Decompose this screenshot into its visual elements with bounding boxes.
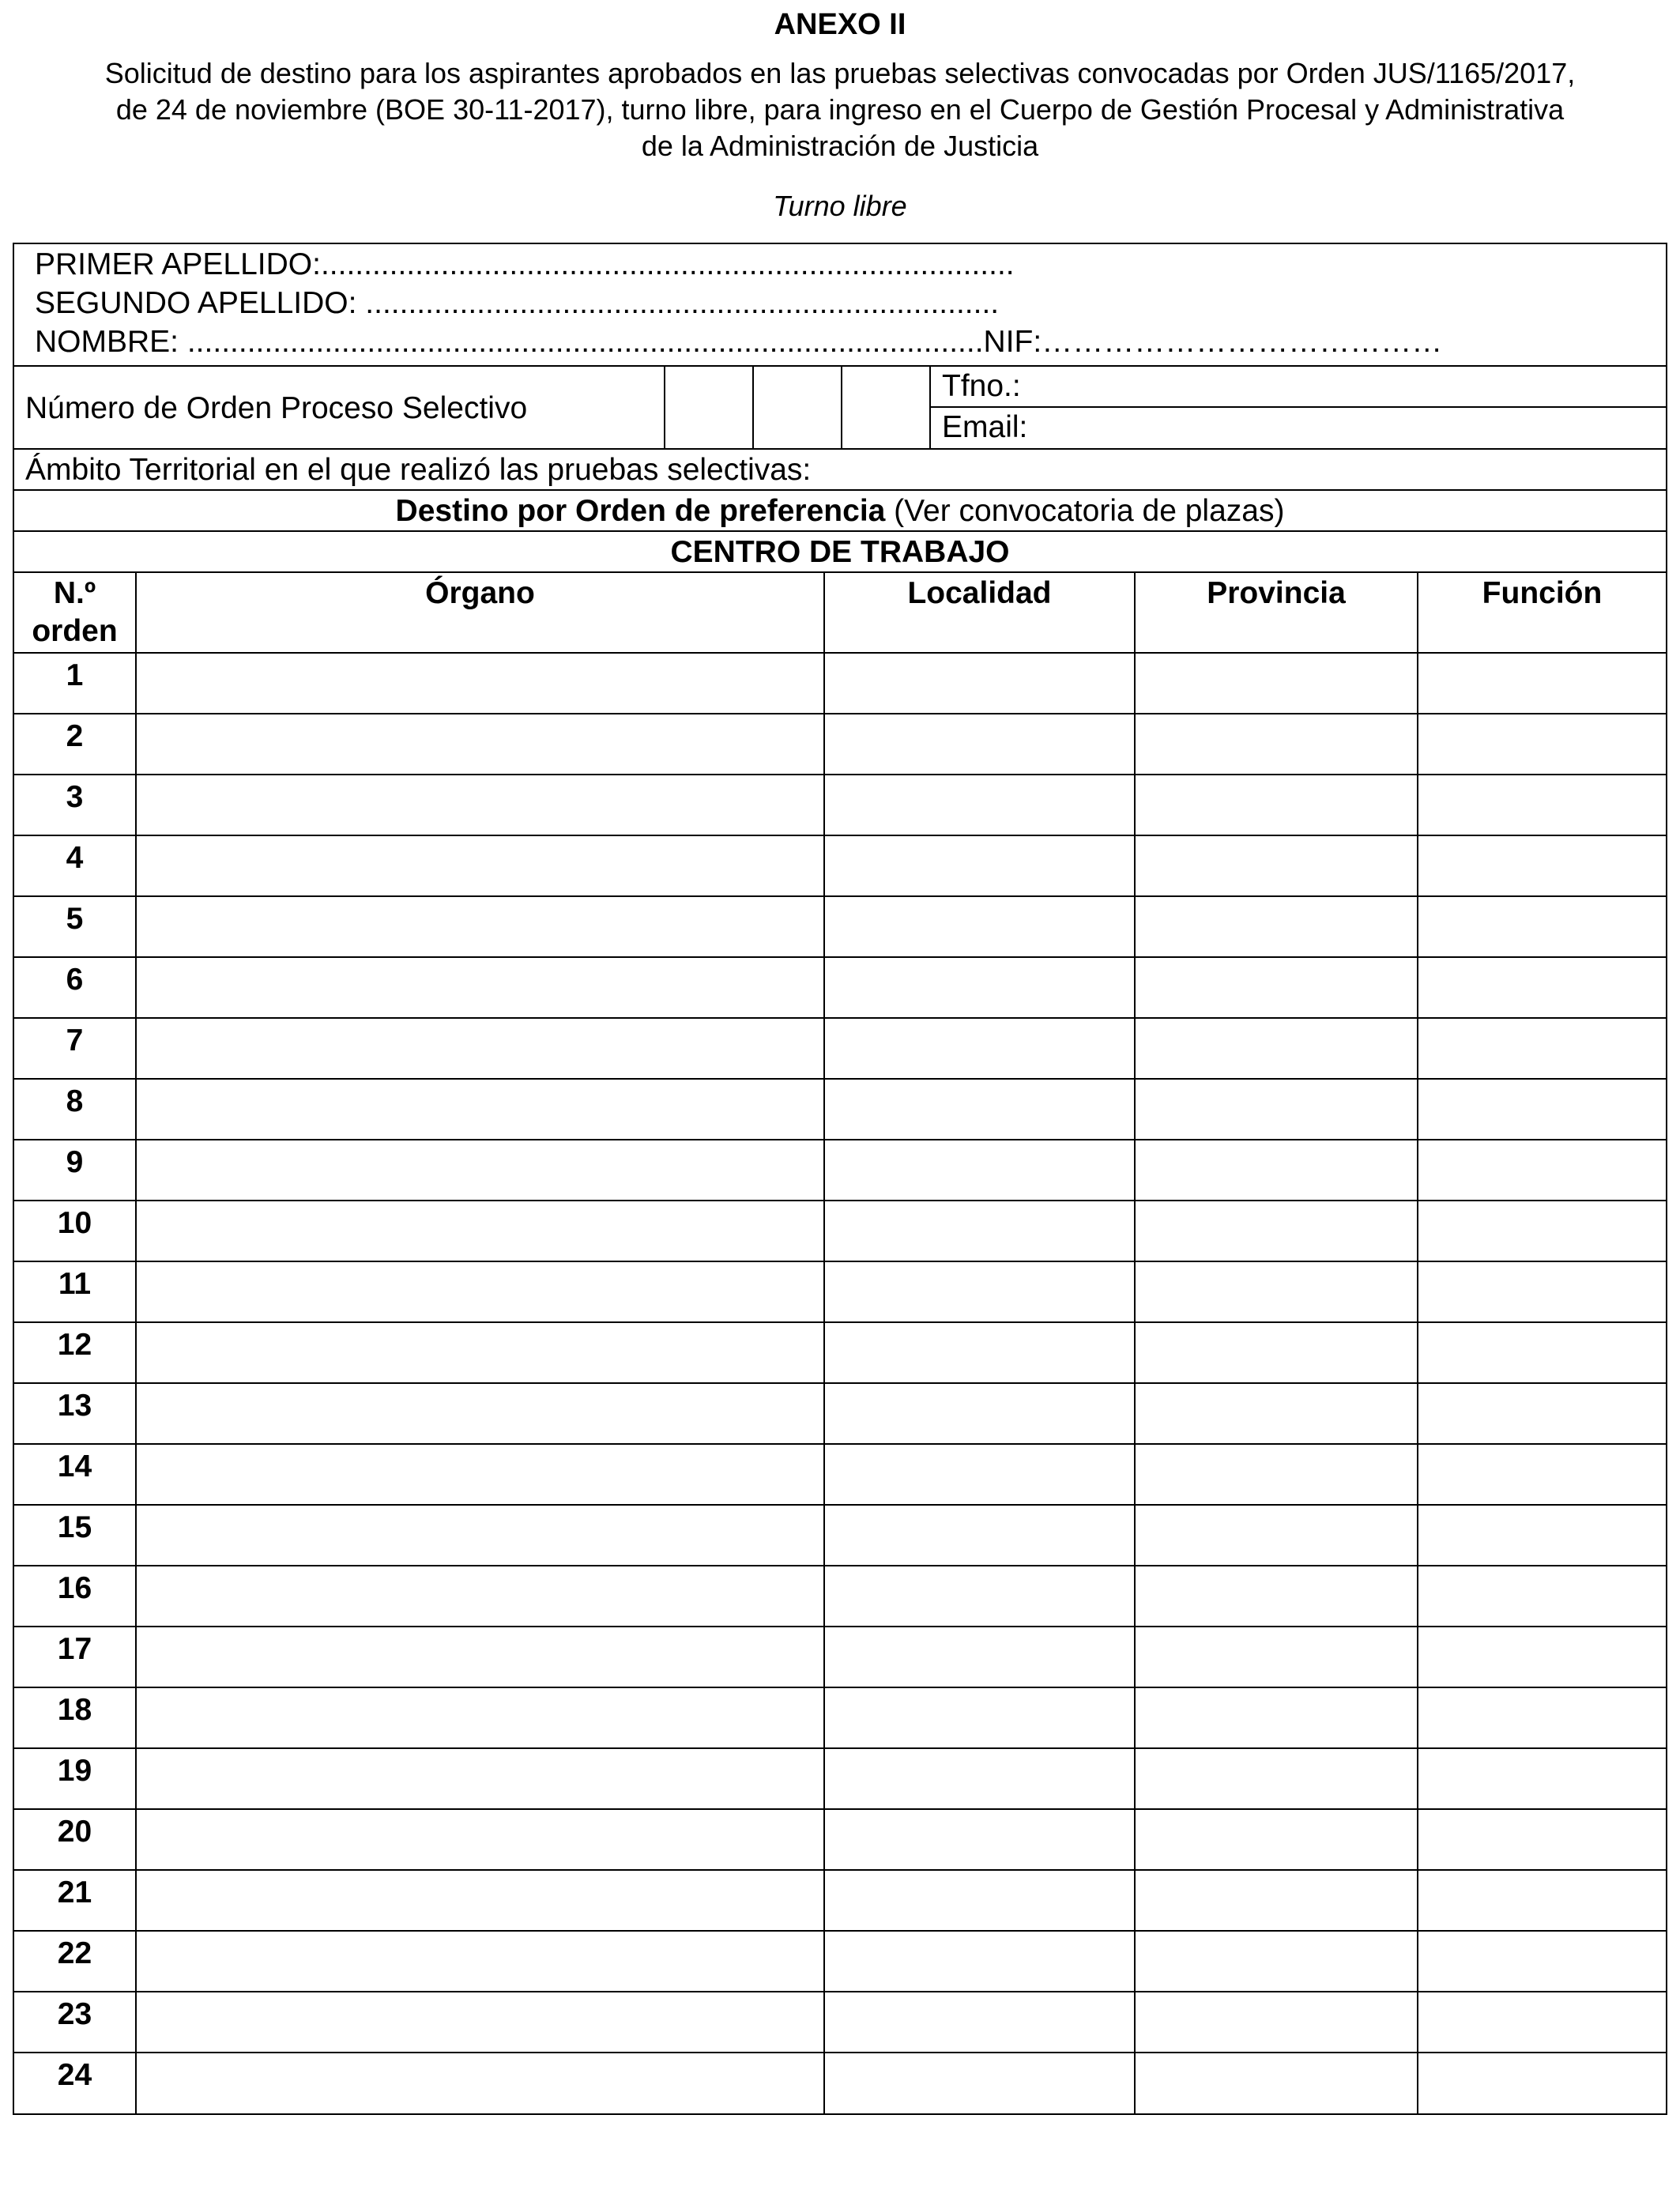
provincia-cell[interactable] (1135, 775, 1418, 835)
table-row (14, 714, 1666, 775)
provincia-cell[interactable] (1135, 1505, 1418, 1566)
localidad-cell[interactable] (824, 1018, 1135, 1079)
organo-cell[interactable] (136, 1018, 824, 1079)
organo-cell[interactable] (136, 1444, 824, 1505)
tfno-field[interactable]: Tfno.: (942, 369, 1021, 403)
table-row (14, 896, 1666, 957)
organo-cell[interactable] (136, 1992, 824, 2053)
table-row (14, 1748, 1666, 1809)
funcion-cell[interactable] (1418, 1931, 1666, 1992)
funcion-cell[interactable] (1418, 1261, 1666, 1322)
subtitle-line-1: Solicitud de destino para los aspirantes aprobados en las pruebas selectivas convocadas por Orden JUS/1165/2017, (104, 57, 1576, 89)
table-row (14, 775, 1666, 835)
provincia-cell[interactable] (1135, 1261, 1418, 1322)
localidad-cell[interactable] (824, 1505, 1135, 1566)
personal-data-section (14, 244, 1666, 367)
table-row (14, 1018, 1666, 1079)
localidad-cell[interactable] (824, 957, 1135, 1018)
row-number: 19 (14, 1748, 136, 1809)
segundo-apellido-field[interactable]: SEGUNDO APELLIDO: .......................................................................... (35, 286, 1000, 320)
organo-cell[interactable] (136, 835, 824, 896)
funcion-cell[interactable] (1418, 1870, 1666, 1931)
row-number: 5 (14, 896, 136, 957)
row-number: 6 (14, 957, 136, 1018)
preferences-table (14, 573, 1666, 2113)
localidad-cell[interactable] (824, 1809, 1135, 1870)
subtitle-line-3: de la Administración de Justicia (641, 130, 1039, 162)
preferences-section (14, 573, 1666, 2113)
provincia-cell[interactable] (1135, 957, 1418, 1018)
organo-cell[interactable] (136, 653, 824, 714)
row-number: 13 (14, 1383, 136, 1444)
funcion-cell[interactable] (1418, 1383, 1666, 1444)
provincia-cell[interactable] (1135, 1383, 1418, 1444)
table-row (14, 1261, 1666, 1322)
funcion-cell[interactable] (1418, 835, 1666, 896)
funcion-cell[interactable] (1418, 1201, 1666, 1261)
localidad-cell[interactable] (824, 1261, 1135, 1322)
localidad-cell[interactable] (824, 835, 1135, 896)
primer-apellido-field[interactable]: PRIMER APELLIDO:................................................................................. (35, 247, 1015, 281)
funcion-cell[interactable] (1418, 1505, 1666, 1566)
provincia-cell[interactable] (1135, 1140, 1418, 1201)
organo-cell[interactable] (136, 1566, 824, 1627)
localidad-cell[interactable] (824, 1687, 1135, 1748)
provincia-cell[interactable] (1135, 653, 1418, 714)
funcion-cell[interactable] (1418, 653, 1666, 714)
row-number: 22 (14, 1931, 136, 1992)
provincia-cell[interactable] (1135, 1809, 1418, 1870)
organo-cell[interactable] (136, 1687, 824, 1748)
row-number: 7 (14, 1018, 136, 1079)
organo-cell[interactable] (136, 1505, 824, 1566)
column-header-provincia: Provincia (1135, 573, 1418, 653)
row-number: 1 (14, 653, 136, 714)
funcion-cell[interactable] (1418, 1018, 1666, 1079)
localidad-cell[interactable] (824, 1992, 1135, 2053)
table-row (14, 1383, 1666, 1444)
localidad-cell[interactable] (824, 1201, 1135, 1261)
nombre-nif-field[interactable]: NOMBRE: .............................................................................................NIF:………………………………… (35, 325, 1443, 359)
organo-cell[interactable] (136, 1870, 824, 1931)
organo-cell[interactable] (136, 1627, 824, 1687)
num-orden-line-1: N.º (53, 576, 96, 610)
table-row (14, 1505, 1666, 1566)
subtitle (16, 55, 1664, 164)
funcion-cell[interactable] (1418, 1627, 1666, 1687)
localidad-cell[interactable] (824, 1079, 1135, 1140)
localidad-cell[interactable] (824, 1383, 1135, 1444)
destino-heading-bold: Destino por Orden de preferencia (395, 494, 886, 528)
table-row (14, 1809, 1666, 1870)
row-number: 21 (14, 1870, 136, 1931)
funcion-cell[interactable] (1418, 714, 1666, 775)
provincia-cell[interactable] (1135, 1627, 1418, 1687)
table-body (14, 653, 1666, 2113)
annex-title: ANEXO II (774, 8, 906, 41)
row-number: 2 (14, 714, 136, 775)
provincia-cell[interactable] (1135, 1870, 1418, 1931)
row-number: 8 (14, 1079, 136, 1140)
column-header-organo: Órgano (136, 573, 824, 653)
provincia-cell[interactable] (1135, 1931, 1418, 1992)
localidad-cell[interactable] (824, 1931, 1135, 1992)
localidad-cell[interactable] (824, 1444, 1135, 1505)
row-number: 17 (14, 1627, 136, 1687)
contact-box (929, 367, 1666, 448)
organo-cell[interactable] (136, 2053, 824, 2113)
funcion-cell[interactable] (1418, 1748, 1666, 1809)
provincia-cell[interactable] (1135, 1992, 1418, 2053)
provincia-cell[interactable] (1135, 896, 1418, 957)
table-row (14, 1992, 1666, 2053)
table-row (14, 1687, 1666, 1748)
row-number: 24 (14, 2053, 136, 2113)
provincia-cell[interactable] (1135, 1201, 1418, 1261)
organo-cell[interactable] (136, 957, 824, 1018)
row-number: 14 (14, 1444, 136, 1505)
localidad-cell[interactable] (824, 1748, 1135, 1809)
organo-cell[interactable] (136, 1261, 824, 1322)
column-header-num-orden (14, 573, 136, 653)
numero-orden-digit-3[interactable] (841, 367, 929, 448)
localidad-cell[interactable] (824, 653, 1135, 714)
provincia-cell[interactable] (1135, 1079, 1418, 1140)
row-number: 9 (14, 1140, 136, 1201)
funcion-cell[interactable] (1418, 1687, 1666, 1748)
centro-trabajo-heading: CENTRO DE TRABAJO (14, 532, 1666, 573)
funcion-cell[interactable] (1418, 957, 1666, 1018)
row-number: 4 (14, 835, 136, 896)
table-row (14, 1140, 1666, 1201)
organo-cell[interactable] (136, 1322, 824, 1383)
funcion-cell[interactable] (1418, 1566, 1666, 1627)
funcion-cell[interactable] (1418, 1140, 1666, 1201)
organo-cell[interactable] (136, 1201, 824, 1261)
table-row (14, 1566, 1666, 1627)
provincia-cell[interactable] (1135, 1018, 1418, 1079)
provincia-cell[interactable] (1135, 835, 1418, 896)
row-number: 23 (14, 1992, 136, 2053)
destino-heading-note: (Ver convocatoria de plazas) (885, 494, 1285, 528)
table-row (14, 1870, 1666, 1931)
funcion-cell[interactable] (1418, 1079, 1666, 1140)
table-row (14, 653, 1666, 714)
organo-cell[interactable] (136, 1748, 824, 1809)
numero-orden-digit-2[interactable] (752, 367, 841, 448)
funcion-cell[interactable] (1418, 1992, 1666, 2053)
table-row (14, 1079, 1666, 1140)
table-row (14, 957, 1666, 1018)
provincia-cell[interactable] (1135, 1322, 1418, 1383)
localidad-cell[interactable] (824, 1140, 1135, 1201)
localidad-cell[interactable] (824, 1566, 1135, 1627)
provincia-cell[interactable] (1135, 1444, 1418, 1505)
organo-cell[interactable] (136, 1931, 824, 1992)
table-header-row (14, 573, 1666, 653)
localidad-cell[interactable] (824, 2053, 1135, 2113)
provincia-cell[interactable] (1135, 1748, 1418, 1809)
organo-cell[interactable] (136, 1079, 824, 1140)
row-number: 15 (14, 1505, 136, 1566)
organo-cell[interactable] (136, 775, 824, 835)
table-row (14, 1444, 1666, 1505)
organo-cell[interactable] (136, 1383, 824, 1444)
numero-orden-section (14, 367, 1666, 450)
contact-divider (931, 406, 1666, 408)
provincia-cell[interactable] (1135, 1687, 1418, 1748)
email-field[interactable]: Email: (942, 410, 1028, 444)
funcion-cell[interactable] (1418, 775, 1666, 835)
row-number: 18 (14, 1687, 136, 1748)
funcion-cell[interactable] (1418, 896, 1666, 957)
num-orden-line-2: orden (32, 614, 118, 648)
row-number: 16 (14, 1566, 136, 1627)
organo-cell[interactable] (136, 1140, 824, 1201)
localidad-cell[interactable] (824, 775, 1135, 835)
table-row (14, 1322, 1666, 1383)
destino-heading (14, 491, 1666, 532)
funcion-cell[interactable] (1418, 1322, 1666, 1383)
organo-cell[interactable] (136, 714, 824, 775)
numero-orden-digit-1[interactable] (664, 367, 752, 448)
table-row (14, 1627, 1666, 1687)
row-number: 20 (14, 1809, 136, 1870)
subtitle-line-2: de 24 de noviembre (BOE 30-11-2017), turno libre, para ingreso en el Cuerpo de Gestión Procesal y Administrativa (115, 93, 1565, 126)
funcion-cell[interactable] (1418, 1444, 1666, 1505)
localidad-cell[interactable] (824, 714, 1135, 775)
table-row (14, 835, 1666, 896)
funcion-cell[interactable] (1418, 1809, 1666, 1870)
column-header-funcion: Función (1418, 573, 1666, 653)
funcion-cell[interactable] (1418, 2053, 1666, 2113)
provincia-cell[interactable] (1135, 2053, 1418, 2113)
ambito-territorial-field[interactable]: Ámbito Territorial en el que realizó las pruebas selectivas: (14, 450, 1666, 491)
row-number: 11 (14, 1261, 136, 1322)
organo-cell[interactable] (136, 896, 824, 957)
provincia-cell[interactable] (1135, 1566, 1418, 1627)
organo-cell[interactable] (136, 1809, 824, 1870)
provincia-cell[interactable] (1135, 714, 1418, 775)
localidad-cell[interactable] (824, 1627, 1135, 1687)
table-row (14, 2053, 1666, 2113)
localidad-cell[interactable] (824, 1322, 1135, 1383)
localidad-cell[interactable] (824, 896, 1135, 957)
localidad-cell[interactable] (824, 1870, 1135, 1931)
column-header-localidad: Localidad (824, 573, 1135, 653)
row-number: 3 (14, 775, 136, 835)
turno-label: Turno libre (773, 190, 907, 222)
row-number: 12 (14, 1322, 136, 1383)
table-row (14, 1931, 1666, 1992)
application-form (13, 243, 1667, 2115)
numero-orden-label: Número de Orden Proceso Selectivo (25, 391, 528, 425)
table-row (14, 1201, 1666, 1261)
row-number: 10 (14, 1201, 136, 1261)
